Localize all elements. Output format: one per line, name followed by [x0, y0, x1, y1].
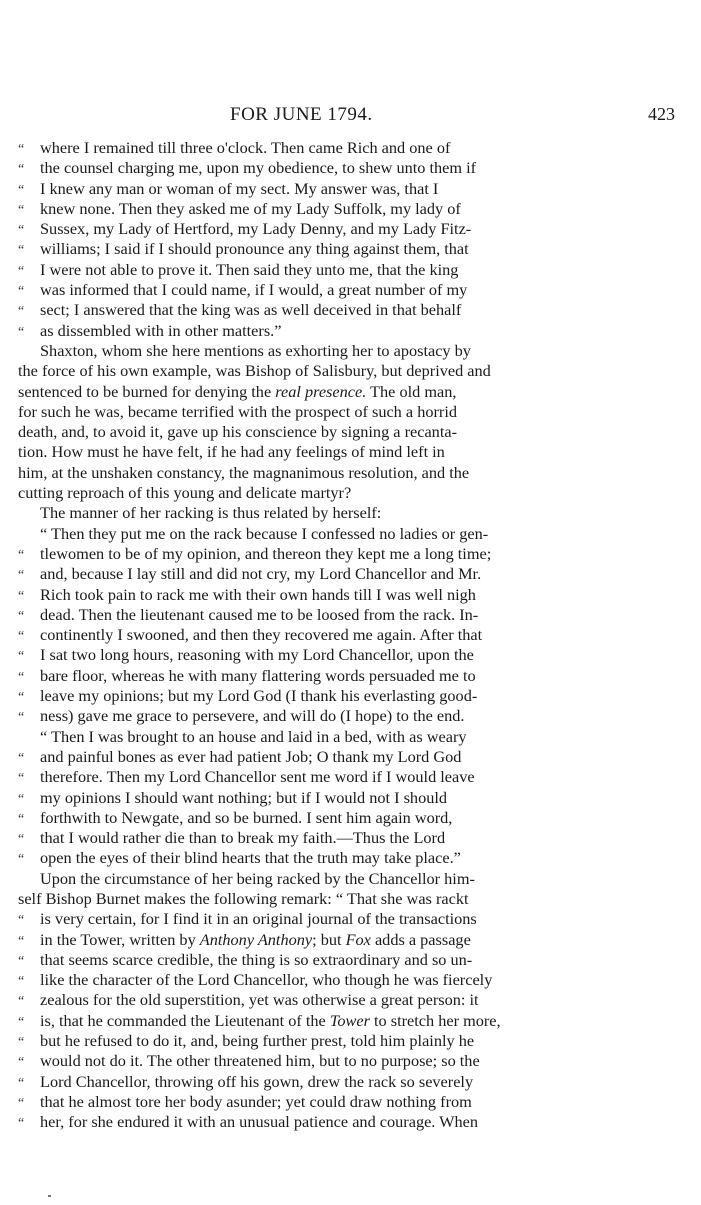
quote-mark: “ [18, 1116, 25, 1132]
text-line: “ Sussex, my Lady of Hertford, my Lady Denny, and my Lady Fitz- [18, 219, 578, 239]
text-line: “ where I remained till three o'clock. Then came Rich and one of [18, 138, 578, 158]
text-line: “ that I would rather die than to break my faith.—Thus the Lord [18, 828, 578, 848]
text-line: “ was informed that I could name, if I would, a great number of my [18, 280, 578, 300]
text-line: “ I knew any man or woman of my sect. My answer was, that I [18, 179, 578, 199]
quote-mark: “ [18, 994, 25, 1010]
text-line: for such he was, became terrified with the prospect of such a horrid [18, 401, 457, 421]
text-line: The manner of her racking is thus related by herself: [40, 503, 382, 523]
text-line: “ that seems scarce credible, the thing is so extraordinary and so un- [18, 950, 578, 970]
quote-mark: “ [18, 568, 25, 584]
text-line: cutting reproach of this young and delicate martyr? [18, 483, 352, 503]
text-line: self Bishop Burnet makes the following remark: “ That she was rackt [18, 888, 469, 908]
text-line: “ the counsel charging me, upon my obedience, to shew unto them if [18, 158, 578, 178]
text-line: “ like the character of the Lord Chancellor, who though he was fiercely [18, 970, 578, 990]
quote-mark: “ [18, 933, 25, 949]
text-line: “ I sat two long hours, reasoning with my Lord Chancellor, upon the [18, 645, 578, 665]
text-line: “ sect; I answered that the king was as well deceived in that behalf [18, 300, 578, 320]
text-line: “ in the Tower, written by Anthony Anthony; but Fox adds a passage [18, 930, 578, 950]
text-line: “ bare floor, whereas he with many flattering words persuaded me to [18, 666, 578, 686]
quote-mark: “ [18, 750, 25, 766]
quote-mark: “ [18, 649, 25, 665]
quote-mark: “ [18, 324, 25, 340]
text-line: “ as dissembled with in other matters.” [18, 321, 578, 341]
text-line: “ therefore. Then my Lord Chancellor sent me word if I would leave [18, 767, 578, 787]
text-line: “ and, because I lay still and did not cry, my Lord Chancellor and Mr. [18, 564, 578, 584]
text-line: Shaxton, whom she here mentions as exhorting her to apostacy by [40, 340, 471, 360]
quote-mark: “ [18, 162, 25, 178]
text-line: “ that he almost tore her body asunder; yet could draw nothing from [18, 1092, 578, 1112]
running-head [0, 104, 701, 130]
text-line: sentenced to be burned for denying the real presence. The old man, [18, 381, 457, 401]
quote-mark: “ [18, 142, 25, 157]
quote-mark: “ [18, 182, 25, 198]
text-line: “ leave my opinions; but my Lord God (I thank his everlasting good- [18, 686, 578, 706]
quote-mark: “ [18, 263, 25, 279]
quote-mark: “ [18, 1075, 25, 1091]
quote-mark: “ [18, 547, 25, 563]
quote-mark: “ [18, 608, 25, 624]
text-line: “ Rich took pain to rack me with their own hands till I was well nigh [18, 585, 578, 605]
text-line: “ is very certain, for I find it in an original journal of the transactions [18, 909, 578, 929]
text-block [18, 138, 578, 1133]
text-line: “ would not do it. The other threatened him, but to no purpose; so the [18, 1051, 578, 1071]
quote-mark: “ [18, 304, 25, 320]
quote-mark: “ [18, 1014, 25, 1030]
text-line: “ Lord Chancellor, throwing off his gown, drew the rack so severely [18, 1072, 578, 1092]
text-line: the force of his own example, was Bishop of Salisbury, but deprived and [18, 361, 491, 381]
text-line: him, at the unshaken constancy, the magnanimous resolution, and the [18, 462, 470, 482]
quote-mark: “ [18, 690, 25, 706]
text-line: Upon the circumstance of her being racked by the Chancellor him- [40, 868, 475, 888]
quote-mark: “ [18, 953, 25, 969]
quote-mark: “ [18, 223, 25, 239]
quote-mark: “ [18, 974, 25, 990]
quote-mark: “ [18, 791, 25, 807]
quote-mark: “ [18, 832, 25, 848]
text-line: “ williams; I said if I should pronounce any thing against them, that [18, 239, 578, 259]
quote-mark: “ [18, 811, 25, 827]
text-line: “ forthwith to Newgate, and so be burned. I sent him again word, [18, 808, 578, 828]
text-line: “ her, for she endured it with an unusual patience and courage. When [18, 1112, 578, 1132]
print-speck [48, 1195, 51, 1197]
text-line: “ my opinions I should want nothing; but if I would not I should [18, 788, 578, 808]
text-line: “ ness) gave me grace to persevere, and will do (I hope) to the end. [18, 706, 578, 726]
quote-mark: “ [18, 669, 25, 685]
text-line: “ but he refused to do it, and, being further prest, told him plainly he [18, 1031, 578, 1051]
text-line: tion. How must he have felt, if he had any feelings of mind left in [18, 442, 445, 462]
text-line: “ continently I swooned, and then they recovered me again. After that [18, 625, 578, 645]
text-line: “ Then they put me on the rack because I confessed no ladies or gen- [40, 523, 489, 543]
text-line: “ tlewomen to be of my opinion, and thereon they kept me a long time; [18, 544, 578, 564]
text-line: “ zealous for the old superstition, yet was otherwise a great person: it [18, 990, 578, 1010]
quote-mark: “ [18, 1095, 25, 1111]
text-line: death, and, to avoid it, gave up his conscience by signing a recanta- [18, 422, 457, 442]
page-number: 423 [648, 104, 675, 124]
text-line: “ and painful bones as ever had patient Job; O thank my Lord God [18, 747, 578, 767]
running-title: FOR JUNE 1794. [230, 104, 373, 125]
quote-mark: “ [18, 852, 25, 868]
text-line: “ Then I was brought to an house and laid in a bed, with as weary [40, 726, 467, 746]
text-line: “ is, that he commanded the Lieutenant of the Tower to stretch her more, [18, 1011, 578, 1031]
quote-mark: “ [18, 243, 25, 259]
quote-mark: “ [18, 284, 25, 300]
quote-mark: “ [18, 629, 25, 645]
quote-mark: “ [18, 1035, 25, 1051]
quote-mark: “ [18, 1055, 25, 1071]
quote-mark: “ [18, 710, 25, 726]
text-line: “ dead. Then the lieutenant caused me to be loosed from the rack. In- [18, 605, 578, 625]
text-line: “ I were not able to prove it. Then said they unto me, that the king [18, 260, 578, 280]
quote-mark: “ [18, 771, 25, 787]
quote-mark: “ [18, 202, 25, 218]
text-line: “ open the eyes of their blind hearts that the truth may take place.” [18, 848, 578, 868]
quote-mark: “ [18, 588, 25, 604]
text-line: “ knew none. Then they asked me of my Lady Suffolk, my lady of [18, 199, 578, 219]
quote-mark: “ [18, 913, 25, 929]
